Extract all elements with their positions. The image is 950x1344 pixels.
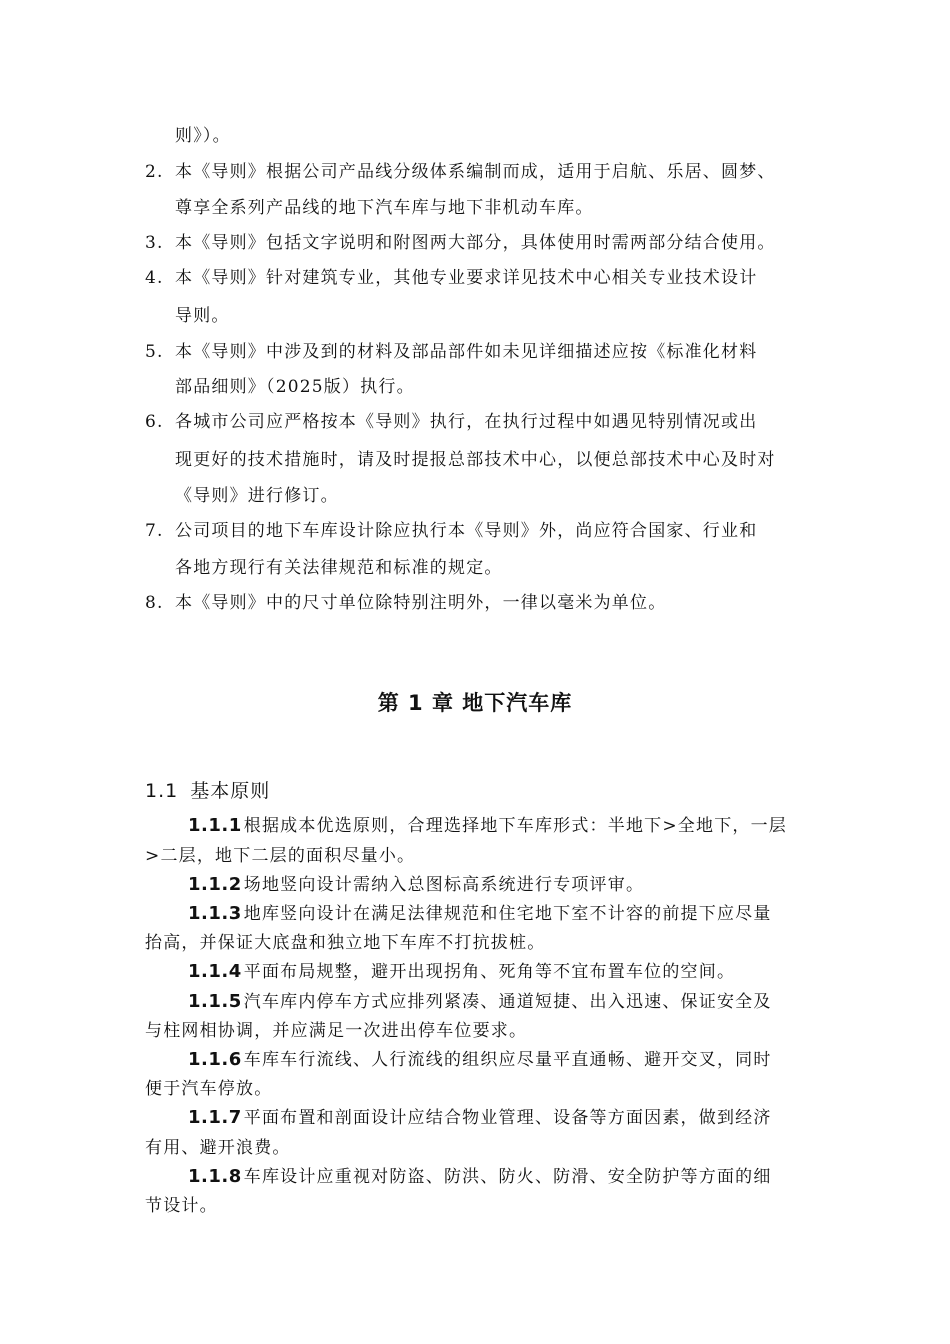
clause-text: 平面布局规整，避开出现拐角、死角等不宜布置车位的空间。	[243, 962, 736, 982]
clause-continuation: 抬高，并保证大底盘和独立地下车库不打抗拔桩。	[145, 933, 546, 953]
clause	[188, 1107, 772, 1129]
list-item	[145, 411, 757, 433]
list-item-continuation: 《导则》进行修订。	[175, 486, 339, 506]
clause-continuation: 便于汽车停放。	[145, 1079, 273, 1099]
clause-continuation: 有用、避开浪费。	[145, 1138, 291, 1158]
list-text: 本《导则》针对建筑专业，其他专业要求详见技术中心相关专业技术设计	[175, 268, 758, 288]
list-item-continuation: 部品细则》（2025版）执行。	[175, 377, 415, 397]
clause-text: 平面布置和剖面设计应结合物业管理、设备等方面因素，做到经济	[243, 1108, 772, 1128]
clause-continuation: 节设计。	[145, 1196, 218, 1216]
list-number: 3.	[145, 233, 164, 253]
list-number: 8.	[145, 593, 164, 613]
clause-text: 场地竖向设计需纳入总图标高系统进行专项评审。	[243, 875, 645, 895]
list-text: 本《导则》包括文字说明和附图两大部分，具体使用时需两部分结合使用。	[175, 233, 776, 253]
list-number: 5.	[145, 342, 164, 362]
clause-number: 1.1.5	[188, 991, 242, 1012]
section-number: 1.1	[145, 780, 179, 802]
clause-continuation: >二层，地下二层的面积尽量小。	[145, 846, 416, 866]
clause-number: 1.1.3	[188, 903, 242, 924]
list-item-continuation: 则》）。	[175, 126, 231, 146]
clause-continuation: 与柱网相协调，并应满足一次进出停车位要求。	[145, 1021, 528, 1041]
clause	[188, 815, 787, 837]
clause	[188, 1049, 772, 1071]
list-number: 2.	[145, 162, 164, 182]
list-number: 6.	[145, 412, 164, 432]
list-text: 公司项目的地下车库设计除应执行本《导则》外，尚应符合国家、行业和	[175, 521, 758, 541]
list-item	[145, 232, 776, 254]
list-item-continuation: 现更好的技术措施时，请及时提报总部技术中心，以便总部技术中心及时对	[175, 450, 776, 470]
list-item-continuation: 导则。	[175, 306, 230, 326]
section-heading	[145, 776, 270, 803]
clause-text: 汽车库内停车方式应排列紧凑、通道短捷、出入迅速、保证安全及	[243, 992, 772, 1012]
list-text: 本《导则》中的尺寸单位除特别注明外，一律以毫米为单位。	[175, 593, 667, 613]
clause-text: 根据成本优选原则，合理选择地下车库形式：半地下>全地下，一层	[243, 816, 787, 836]
list-number: 7.	[145, 521, 164, 541]
clause-number: 1.1.7	[188, 1107, 242, 1128]
list-item	[145, 341, 757, 363]
clause-number: 1.1.1	[188, 815, 242, 836]
list-text: 本《导则》根据公司产品线分级体系编制而成，适用于启航、乐居、圆梦、	[175, 162, 776, 182]
clause-number: 1.1.8	[188, 1166, 242, 1187]
list-item	[145, 592, 666, 614]
chapter-title: 第 1 章 地下汽车库	[377, 691, 573, 715]
list-item	[145, 267, 757, 289]
clause	[188, 991, 772, 1013]
clause-number: 1.1.4	[188, 961, 242, 982]
list-item-continuation: 各地方现行有关法律规范和标准的规定。	[175, 558, 503, 578]
clause-number: 1.1.6	[188, 1049, 242, 1070]
clause-number: 1.1.2	[188, 874, 242, 895]
clause-text: 车库车行流线、人行流线的组织应尽量平直通畅、避开交叉，同时	[243, 1050, 772, 1070]
clause	[188, 903, 772, 925]
list-item	[145, 520, 757, 542]
list-item-continuation: 尊享全系列产品线的地下汽车库与地下非机动车库。	[175, 198, 594, 218]
list-text: 各城市公司应严格按本《导则》执行，在执行过程中如遇见特别情况或出	[175, 412, 758, 432]
list-text: 本《导则》中涉及到的材料及部品部件如未见详细描述应按《标准化材料	[175, 342, 758, 362]
clause	[188, 1166, 772, 1188]
section-title: 基本原则	[190, 780, 271, 802]
clause	[188, 961, 735, 983]
clause-text: 车库设计应重视对防盗、防洪、防火、防滑、安全防护等方面的细	[243, 1167, 772, 1187]
list-item	[145, 161, 776, 183]
clause-text: 地库竖向设计在满足法律规范和住宅地下室不计容的前提下应尽量	[243, 904, 772, 924]
list-number: 4.	[145, 268, 164, 288]
clause	[188, 874, 644, 896]
